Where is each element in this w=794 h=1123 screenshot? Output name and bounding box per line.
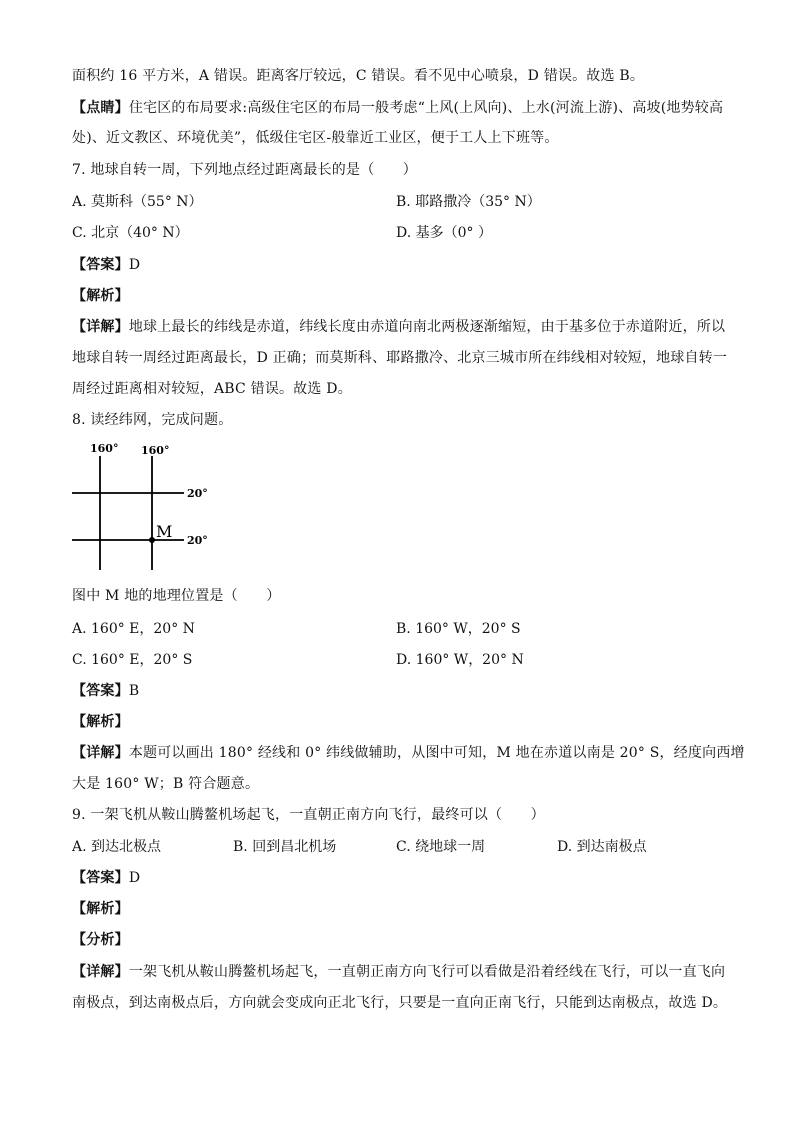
q8-detail-line2: 大是 160° W；B 符合题意。 bbox=[72, 776, 260, 792]
q7-option-a: A. 莫斯科（55° N） bbox=[72, 194, 203, 210]
q8-answer bbox=[72, 681, 139, 701]
q9-option-a: A. 到达北极点 bbox=[72, 839, 162, 855]
lat-label-bottom: 20° bbox=[187, 534, 208, 547]
xiangjie-tag: 【详解】 bbox=[72, 745, 129, 761]
point-m-label: M bbox=[156, 522, 173, 541]
q6-explanation-end: 面积约 16 平方米，A 错误。距离客厅较远，C 错误。看不见中心喷泉，D 错误。故选 B。 bbox=[72, 68, 645, 84]
answer-value: D bbox=[128, 870, 141, 886]
q9-detail-line2: 南极点，到达南极点后，方向就会变成向正北飞行，只要是一直向正南飞行，只能到达南极点，故选 D。 bbox=[72, 995, 728, 1011]
answer-value: D bbox=[128, 257, 141, 273]
q8-stem: 8. 读经纬网，完成问题。 bbox=[72, 412, 233, 428]
graticule-diagram bbox=[68, 438, 218, 578]
q9-option-b: B. 回到昌北机场 bbox=[233, 839, 337, 855]
q8-option-a: A. 160° E，20° N bbox=[72, 621, 195, 637]
answer-tag: 【答案】 bbox=[72, 683, 129, 699]
q9-fenxi-heading: 【分析】 bbox=[72, 932, 129, 948]
q7-option-d: D. 基多（0° ） bbox=[396, 225, 492, 241]
q7-option-c: C. 北京（40° N） bbox=[72, 225, 189, 241]
answer-tag: 【答案】 bbox=[72, 870, 129, 886]
xiangjie-tag: 【详解】 bbox=[72, 319, 129, 335]
q9-answer bbox=[72, 868, 140, 888]
q9-jiexi-heading: 【解析】 bbox=[72, 901, 129, 917]
q7-detail-line1 bbox=[72, 317, 725, 337]
q6-dianjing-line1 bbox=[72, 98, 723, 118]
point-m-marker bbox=[149, 537, 155, 543]
answer-value: B bbox=[128, 683, 140, 699]
q7-detail-line2: 地球自转一周经过距离最长，D 正确；而莫斯科、耶路撒冷、北京三城市所在纬线相对较短，地球自转一 bbox=[72, 350, 728, 366]
lat-label-top: 20° bbox=[187, 487, 208, 500]
detail-text: 本题可以画出 180° 经线和 0° 纬线做辅助，从图中可知，M 地在赤道以南是 20° S，经度向西增 bbox=[128, 745, 745, 761]
q7-jiexi-heading: 【解析】 bbox=[72, 288, 129, 304]
q8-jiexi-heading: 【解析】 bbox=[72, 714, 129, 730]
dianjing-text: 住宅区的布局要求:高级住宅区的布局一般考虑“上风(上风向)、上水(河流上游)、高坡(地势较高 bbox=[128, 100, 724, 116]
xiangjie-tag: 【详解】 bbox=[72, 964, 129, 980]
q9-option-d: D. 到达南极点 bbox=[557, 839, 647, 855]
lon-label-right: 160° bbox=[141, 444, 170, 457]
q9-option-c: C. 绕地球一周 bbox=[396, 839, 486, 855]
detail-text: 地球上最长的纬线是赤道，纬线长度由赤道向南北两极逐渐缩短，由于基多位于赤道附近，所以 bbox=[128, 319, 726, 335]
q7-detail-line3: 周经过距离相对较短，ABC 错误。故选 D。 bbox=[72, 381, 352, 397]
detail-text: 一架飞机从鞍山腾鳌机场起飞，一直朝正南方向飞行可以看做是沿着经线在飞行，可以一直飞向 bbox=[128, 964, 726, 980]
q8-option-c: C. 160° E，20° S bbox=[72, 652, 193, 668]
q8-question: 图中 M 地的地理位置是（ ） bbox=[72, 588, 281, 604]
q7-stem: 7. 地球自转一周，下列地点经过距离最长的是（ ） bbox=[72, 162, 418, 178]
lon-label-left: 160° bbox=[90, 442, 119, 455]
q7-option-b: B. 耶路撒冷（35° N） bbox=[396, 194, 541, 210]
answer-tag: 【答案】 bbox=[72, 257, 129, 273]
q7-answer bbox=[72, 255, 140, 275]
q8-option-d: D. 160° W，20° N bbox=[396, 652, 524, 668]
q6-dianjing-line2: 处)、近文教区、环境优美”，低级住宅区-般靠近工业区，便于工人上下班等。 bbox=[72, 130, 559, 146]
q9-detail-line1 bbox=[72, 962, 725, 982]
q8-detail-line1 bbox=[72, 743, 745, 763]
q8-option-b: B. 160° W，20° S bbox=[396, 621, 521, 637]
dianjing-tag: 【点睛】 bbox=[72, 100, 129, 116]
q9-stem: 9. 一架飞机从鞍山腾鳌机场起飞，一直朝正南方向飞行，最终可以（ ） bbox=[72, 807, 545, 823]
